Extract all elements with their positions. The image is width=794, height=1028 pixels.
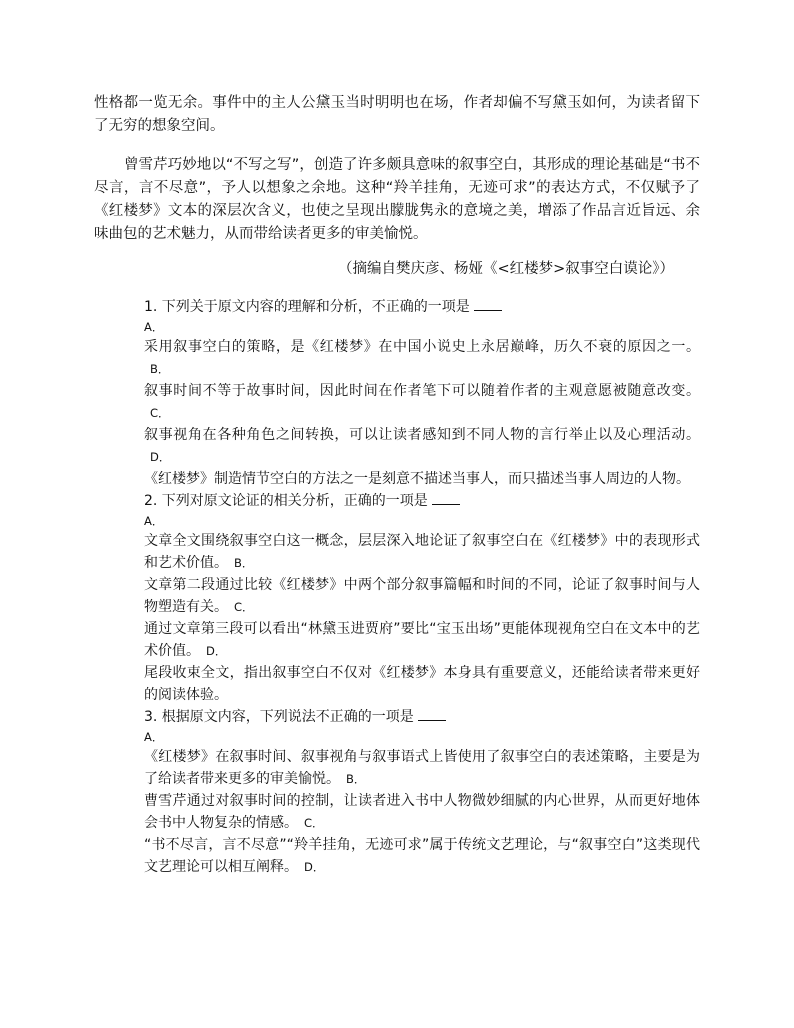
option-a-letter: A． [144, 514, 164, 528]
option-c[interactable] [144, 618, 700, 662]
question-stem-text: 1. 下列关于原文内容的理解和分析，不正确的一项是 [144, 299, 470, 315]
option-text: “书不尽言，言不尽意”“羚羊挂角，无迹可求”属于传统文艺理论，与“叙事空白”这类现代文艺理论可以相互阐释。 [144, 837, 700, 875]
option-d[interactable] [144, 662, 700, 706]
question-stem [144, 490, 700, 512]
question-3 [144, 706, 700, 878]
option-c[interactable] [144, 424, 700, 468]
option-a-letter: A． [144, 730, 164, 744]
option-d-letter: D． [206, 644, 227, 658]
passage-paragraph-1: 性格都一览无余。事件中的主人公黛玉当时明明也在场，作者却偏不写黛玉如何，为读者留下了无穷的想象空间。 [94, 95, 700, 134]
option-b-letter: B． [346, 772, 366, 786]
option-text: 曹雪芹通过对叙事时间的控制，让读者进入书中人物微妙细腻的内心世界，从而更好地体会书中人物复杂的情感。 [144, 793, 700, 831]
option-text: 通过文章第三段可以看出“林黛玉进贾府”要比“宝玉出场”更能体现视角空白在文本中的艺术价值。 [144, 621, 700, 659]
option-c[interactable] [144, 834, 700, 878]
option-c-letter: C． [150, 406, 170, 420]
answer-blank[interactable] [474, 296, 502, 311]
option-b-letter: B． [234, 556, 254, 570]
option-c-letter: C． [304, 816, 324, 830]
option-text: 叙事时间不等于故事时间，因此时间在作者笔下可以随着作者的主观意愿被随意改变。 [144, 383, 700, 399]
option-text: 采用叙事空白的策略，是《红楼梦》在中国小说史上永居巅峰，历久不衰的原因之一。 [144, 339, 700, 355]
question-stem [144, 706, 700, 728]
option-a[interactable] [144, 336, 700, 380]
question-stem-text: 3. 根据原文内容，下列说法不正确的一项是 [144, 709, 414, 725]
option-text: 《红楼梦》制造情节空白的方法之一是刻意不描述当事人，而只描述当事人周边的人物。 [144, 471, 690, 487]
option-text: 尾段收束全文，指出叙事空白不仅对《红楼梦》本身具有重要意义，还能给读者带来更好的阅读体验。 [144, 665, 700, 703]
option-b-letter: B． [150, 362, 170, 376]
question-2 [144, 490, 700, 706]
option-c-letter: C． [234, 600, 254, 614]
question-stem [144, 296, 700, 318]
question-1 [144, 296, 700, 490]
option-text: 文章全文围绕叙事空白这一概念，层层深入地论证了叙事空白在《红楼梦》中的表现形式和艺术价值。 [144, 533, 700, 571]
option-text: 叙事视角在各种角色之间转换，可以让读者感知到不同人物的言行举止以及心理活动。 [144, 427, 700, 443]
option-a[interactable] [144, 530, 700, 574]
passage-source: （摘编自樊庆彦、杨娅《<红楼梦>叙事空白谟论》） [338, 261, 675, 277]
option-d[interactable] [144, 468, 700, 490]
option-text: 《红楼梦》在叙事时间、叙事视角与叙事语式上皆使用了叙事空白的表述策略，主要是为了给读者带来更多的审美愉悦。 [144, 749, 700, 787]
option-a[interactable] [144, 746, 700, 790]
option-b[interactable] [144, 790, 700, 834]
option-b[interactable] [144, 574, 700, 618]
option-a-letter: A． [144, 320, 164, 334]
passage-paragraph-2: 曾雪芹巧妙地以“不写之写”，创造了许多颇具意味的叙事空白，其形成的理论基础是“书不尽言，言不尽意”，予人以想象之余地。这种“羚羊挂角，无迹可求”的表达方式，不仅赋予了《红楼梦》文本的深层次含义，也使之呈现出朦胧隽永的意境之美，增添了作品言近旨远、余味曲包的艺术魅力，从而带给读者更多的审美愉悦。 [94, 157, 700, 242]
question-list [144, 296, 700, 878]
option-d-letter: D． [304, 860, 325, 874]
question-stem-text: 2. 下列对原文论证的相关分析，正确的一项是 [144, 493, 428, 509]
option-b[interactable] [144, 380, 700, 424]
answer-blank[interactable] [432, 490, 460, 505]
answer-blank[interactable] [418, 706, 446, 721]
option-text: 文章第二段通过比较《红楼梦》中两个部分叙事篇幅和时间的不同，论证了叙事时间与人物塑造有关。 [144, 577, 700, 615]
option-d-letter: D． [150, 450, 171, 464]
